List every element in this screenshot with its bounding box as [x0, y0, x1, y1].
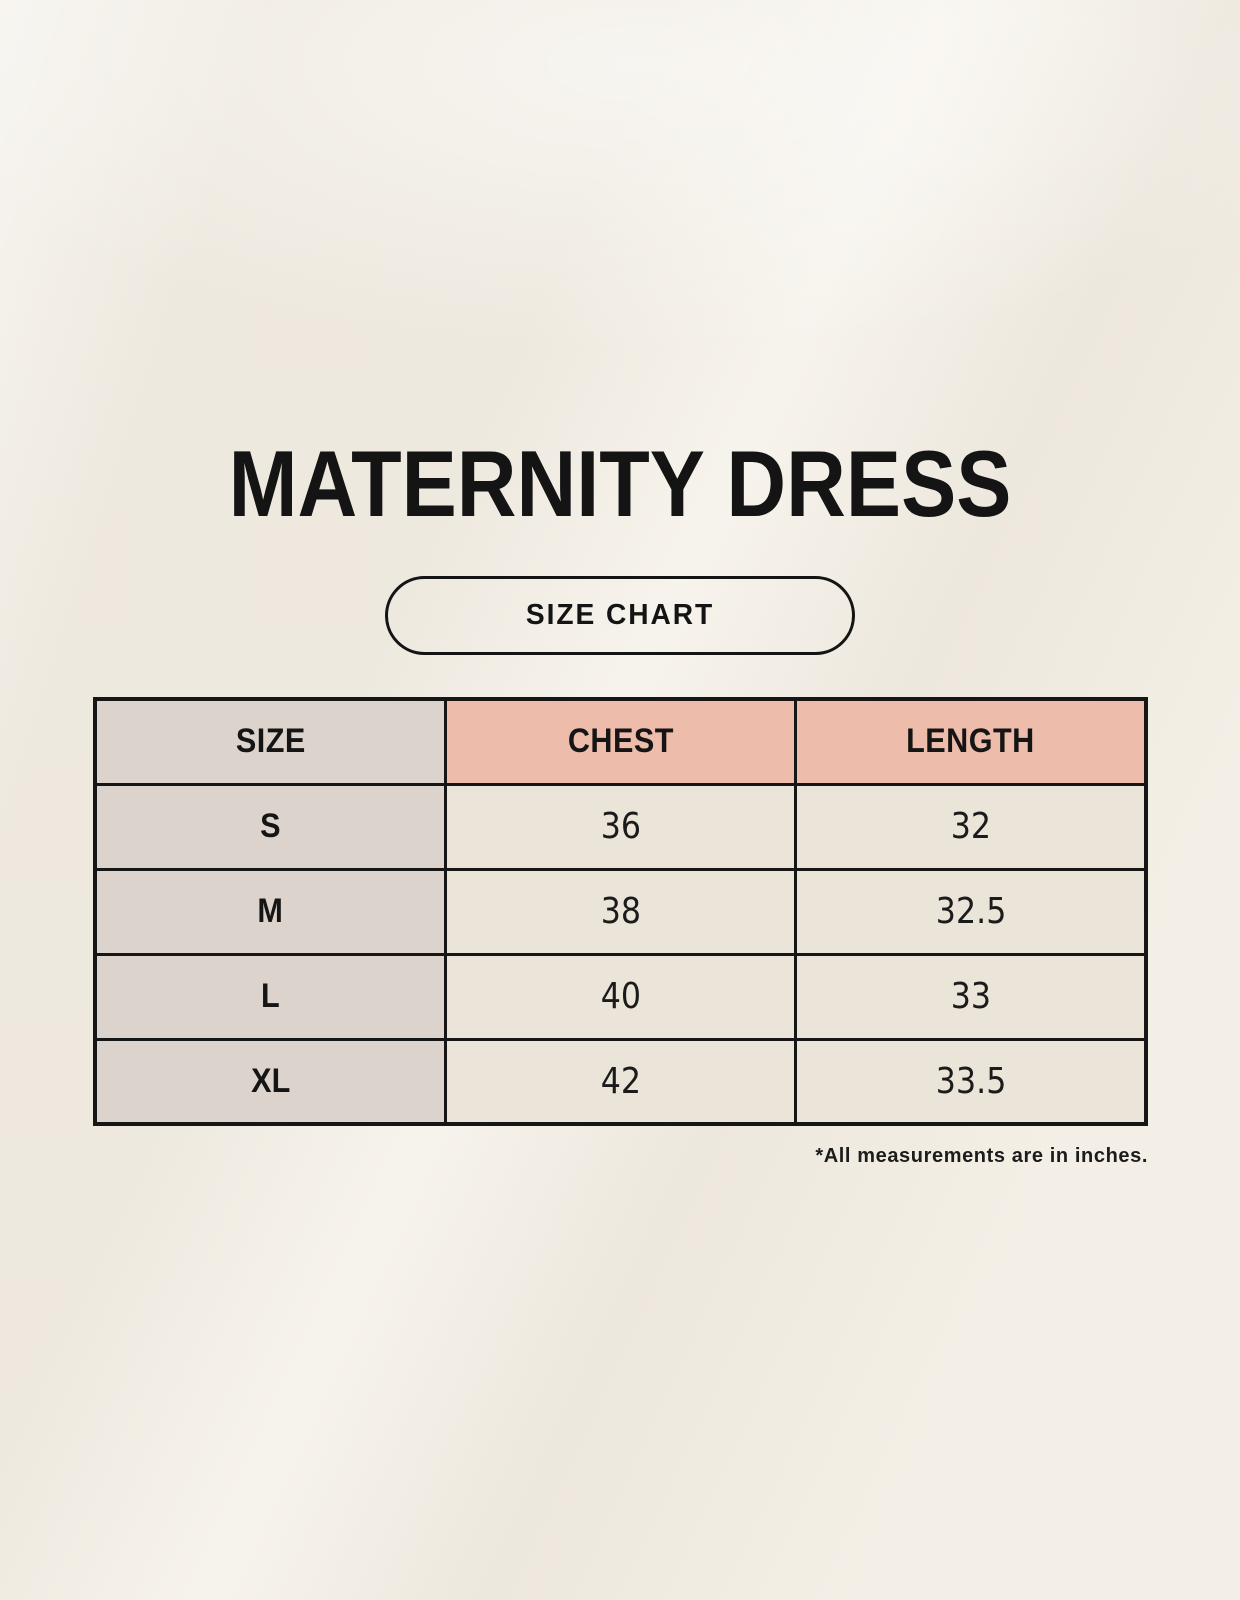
col-header-length-label: LENGTH: [906, 722, 1035, 761]
table-row-s: [95, 784, 1146, 869]
size-label: L: [261, 977, 280, 1015]
table-row-l: [95, 954, 1146, 1039]
size-cell: [95, 1039, 445, 1124]
length-value: 33.5: [935, 1060, 1006, 1102]
length-cell: [796, 869, 1146, 954]
col-header-size: [95, 699, 445, 784]
chest-cell: [445, 784, 795, 869]
size-label: S: [260, 807, 281, 845]
col-header-length: [796, 699, 1146, 784]
chest-cell: [445, 1039, 795, 1124]
page-title: MATERNITY DRESS: [228, 431, 1012, 536]
length-cell: [796, 1039, 1146, 1124]
length-value: 32: [950, 806, 991, 847]
size-table: [93, 697, 1148, 1126]
size-cell: [95, 869, 445, 954]
size-chart-badge[interactable]: [385, 576, 855, 655]
size-label: M: [257, 892, 284, 930]
length-cell: [796, 954, 1146, 1039]
length-value: 33: [950, 976, 991, 1017]
size-chart-badge-label: SIZE CHART: [525, 599, 715, 631]
chest-value: 38: [600, 891, 641, 932]
size-label: XL: [250, 1061, 290, 1100]
table-row-xl: [95, 1039, 1146, 1124]
chest-cell: [445, 869, 795, 954]
table-header-row: [95, 699, 1146, 784]
size-cell: [95, 954, 445, 1039]
size-cell: [95, 784, 445, 869]
chest-value: 40: [600, 976, 641, 1017]
table-row-m: [95, 869, 1146, 954]
col-header-chest: [445, 699, 795, 784]
col-header-size-label: SIZE: [235, 722, 306, 761]
length-cell: [796, 784, 1146, 869]
length-value: 32.5: [935, 891, 1006, 932]
chest-cell: [445, 954, 795, 1039]
measurements-note: *All measurements are in inches.: [815, 1145, 1148, 1167]
chest-value: 36: [600, 806, 641, 847]
col-header-chest-label: CHEST: [567, 722, 674, 761]
chest-value: 42: [600, 1060, 641, 1102]
